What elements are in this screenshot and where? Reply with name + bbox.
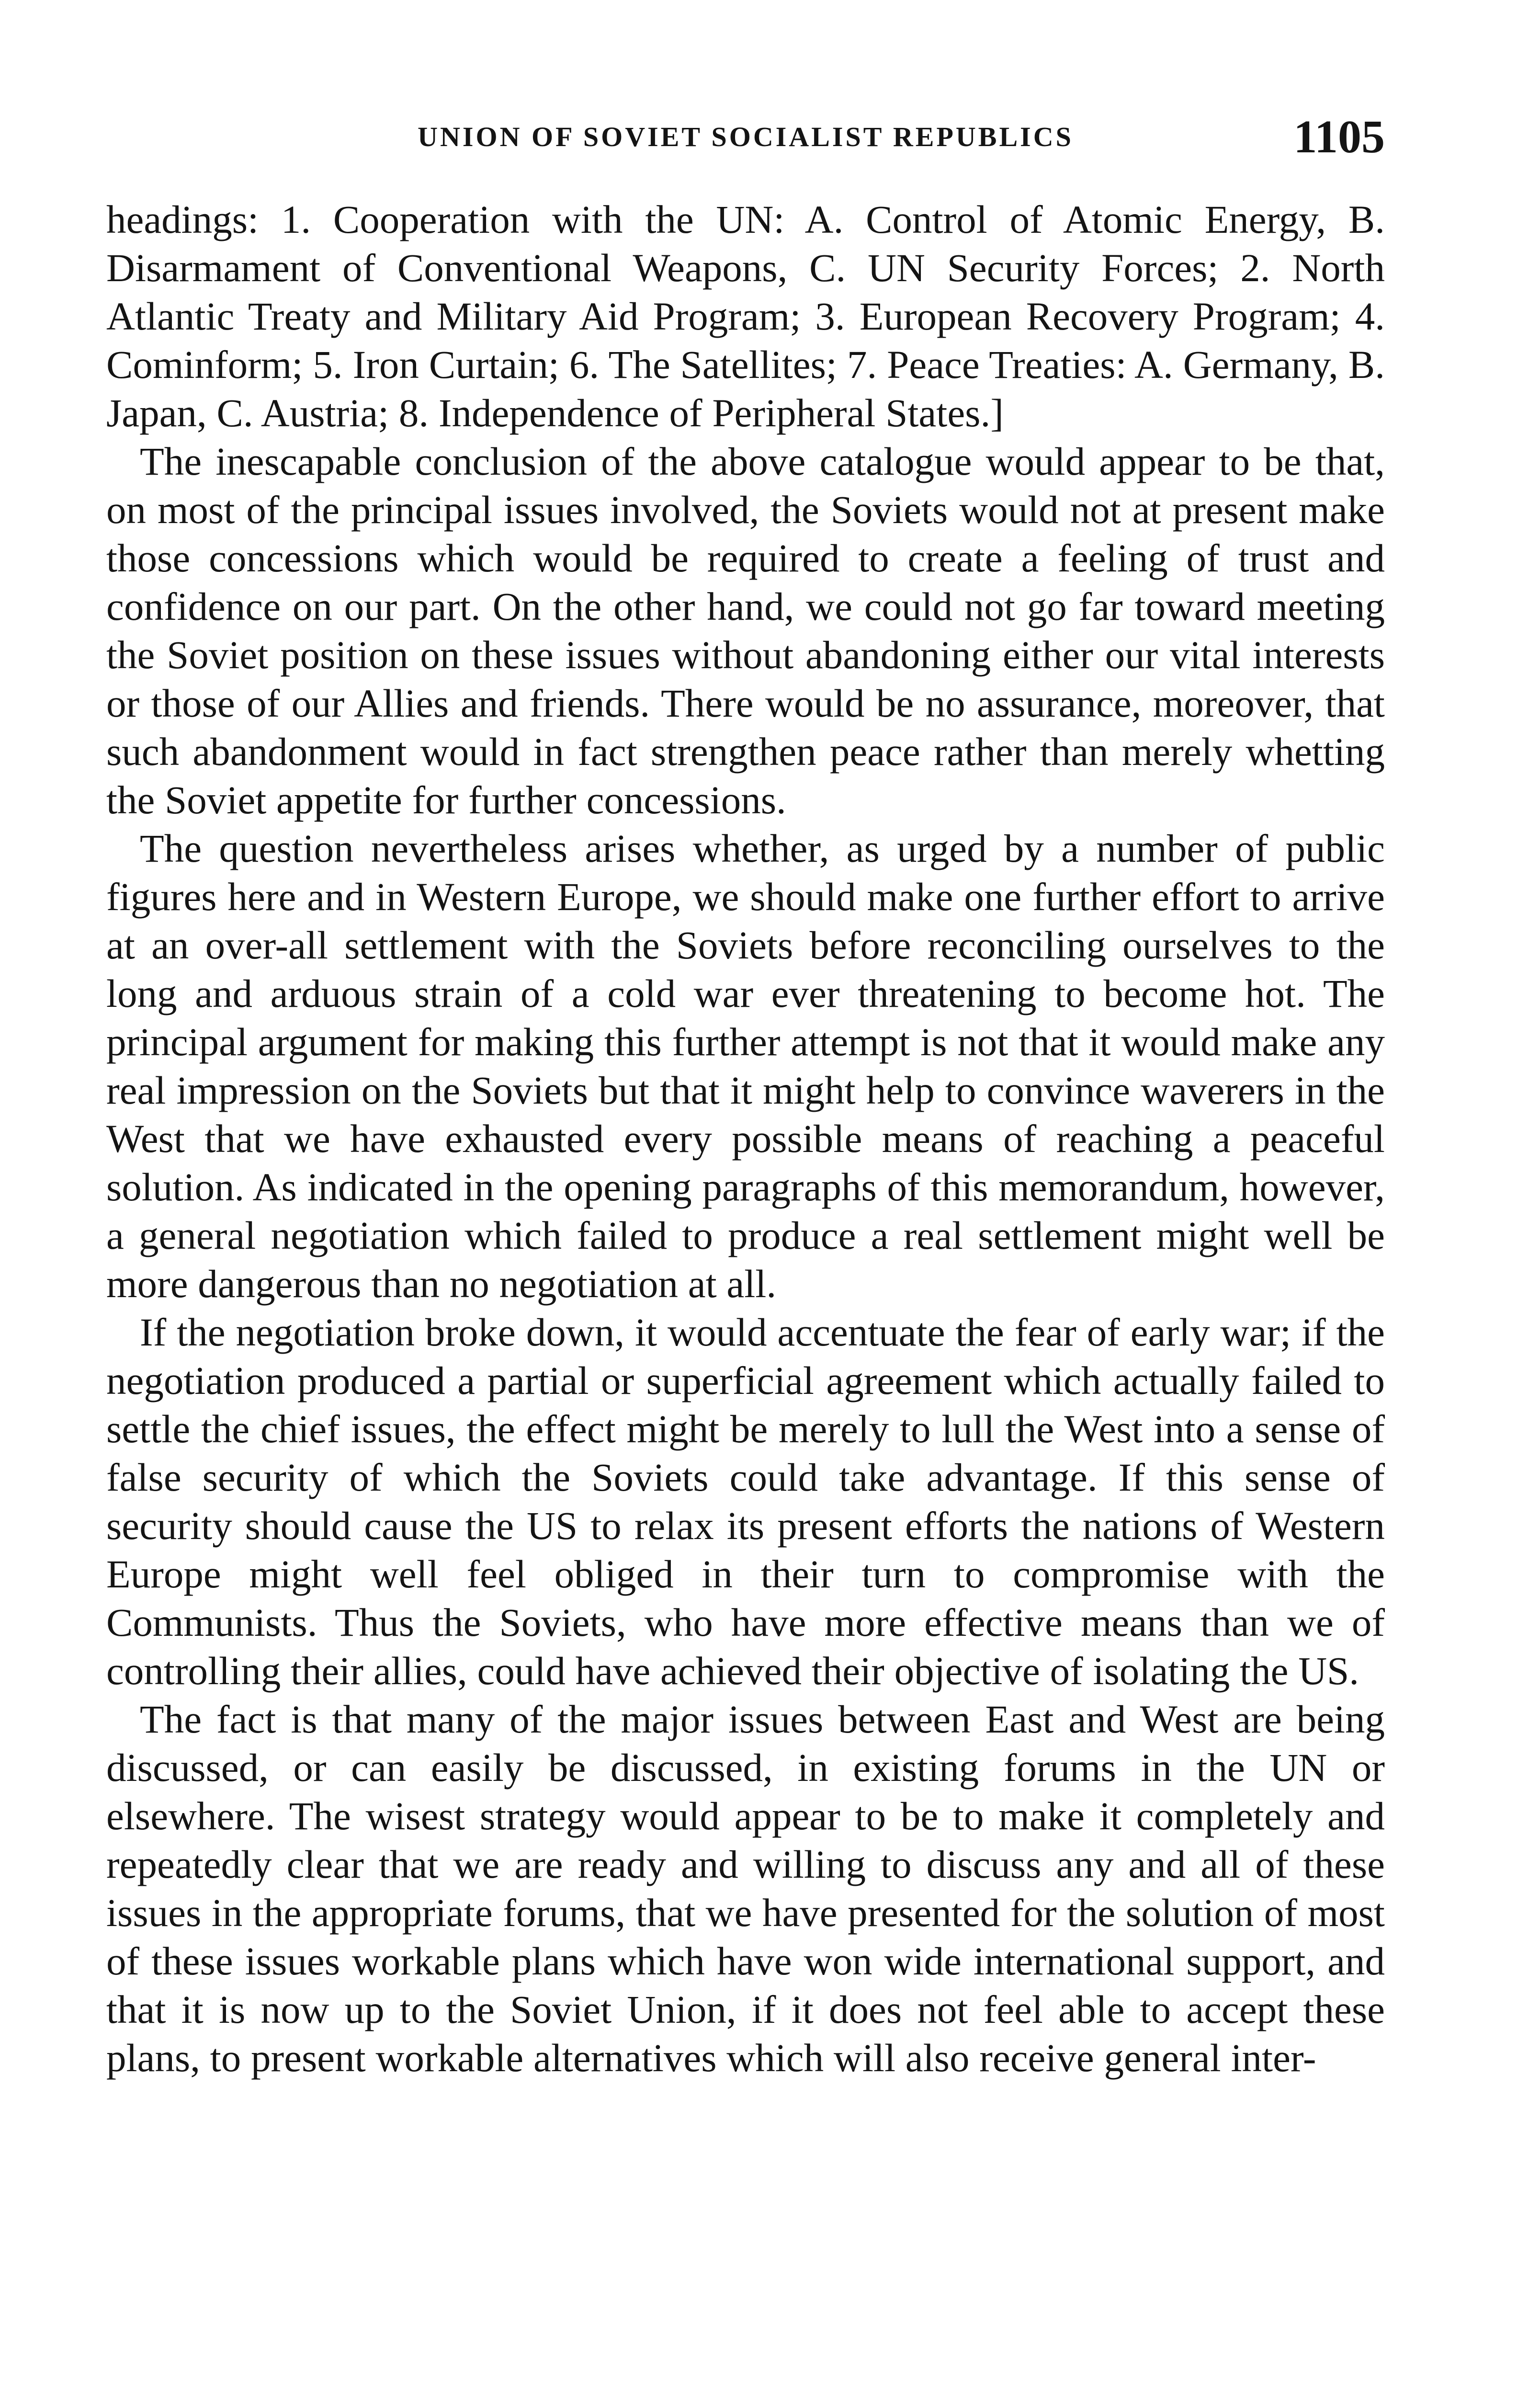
body-text — [106, 195, 1385, 2082]
page-header — [106, 110, 1385, 163]
running-head: UNION OF SOVIET SOCIALIST REPUBLICS — [418, 121, 1074, 152]
paragraph-continuation: headings: 1. Cooperation with the UN: A. Control of Atomic Energy, B. Disarmament of Conventional Weapons, C. UN Security Forces; 2. North Atlantic Treaty and Military Aid Program; 3. European Recovery Program; 4. Cominform; 5. Iron Curtain; 6. The Satellites; 7. Peace Treaties: A. Germany, B. Japan, C. Austria; 8. Independence of Peripheral States.] — [106, 197, 1385, 435]
paragraph: The fact is that many of the major issues between East and West are being discussed, or can easily be discussed, in existing forums in the UN or elsewhere. The wisest strategy would appear to be to make it completely and repeatedly clear that we are ready and willing to discuss any and all of these issues in the appropriate forums, that we have presented for the solution of most of these issues workable plans which have won wide international support, and that it is now up to the Soviet Union, if it does not feel able to accept these plans, to present workable alternatives which will also receive general inter- — [106, 1697, 1385, 2080]
paragraph: If the negotiation broke down, it would accentuate the fear of early war; if the negotiation produced a partial or superficial agreement which actually failed to settle the chief issues, the effect might be merely to lull the West into a sense of false security of which the Soviets could take advantage. If this sense of security should cause the US to relax its present efforts the nations of Western Europe might well feel obliged in their turn to compromise with the Communists. Thus the Soviets, who have more effective means than we of controlling their allies, could have achieved their objective of isolating the US. — [106, 1310, 1385, 1693]
paragraph: The question nevertheless arises whether, as urged by a number of public figures here and in Western Europe, we should make one further effort to arrive at an over-all settlement with the Soviets before reconciling ourselves to the long and arduous strain of a cold war ever threatening to become hot. The principal argument for making this further attempt is not that it would make any real impression on the Soviets but that it might help to convince waverers in the West that we have exhausted every possible means of reaching a peaceful solution. As indicated in the opening paragraphs of this memorandum, however, a general negotiation which failed to produce a real settlement might well be more dangerous than no negotiation at all. — [106, 826, 1385, 1306]
paragraph: The inescapable conclusion of the above catalogue would appear to be that, on most of the principal issues involved, the Soviets would not at present make those concessions which would be required to create a feeling of trust and confidence on our part. On the other hand, we could not go far toward meeting the Soviet position on these issues without abandoning either our vital interests or those of our Allies and friends. There would be no assurance, moreover, that such abandonment would in fact strengthen peace rather than merely whetting the Soviet appetite for further concessions. — [106, 439, 1385, 822]
page-number: 1105 — [1293, 111, 1385, 163]
